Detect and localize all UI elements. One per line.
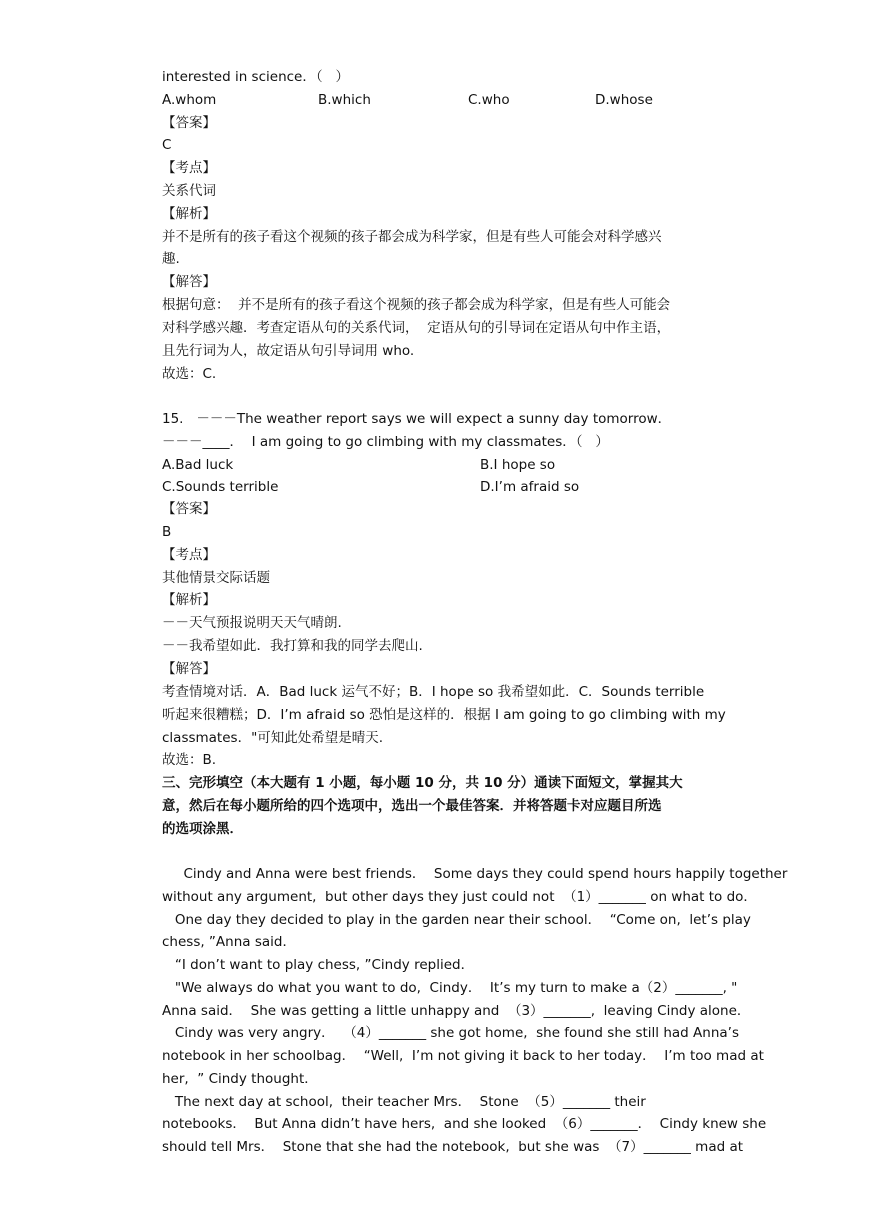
q15-jieda-header: 【解答】 <box>162 661 216 677</box>
q15-jiexi-header: 【解析】 <box>162 592 216 608</box>
passage-line: notebook in her schoolbag． “Well, I’m not giving it back to her today． I’m too mad at <box>162 1048 764 1064</box>
q14-kaodian-header: 【考点】 <box>162 160 216 176</box>
q14-jiexi-line2: 趣. <box>162 251 180 267</box>
q14-jiexi-header: 【解析】 <box>162 206 216 222</box>
q15-stem-line1: 15. －－－The weather report says we will expect a sunny day tomorrow． <box>162 411 672 427</box>
q15-answer: B <box>162 524 172 540</box>
q15-kaodian-header: 【考点】 <box>162 547 216 563</box>
q15-guxuan: 故选：B. <box>162 752 217 768</box>
q14-jiexi-line1: 并不是所有的孩子看这个视频的孩子都会成为科学家，但是有些人可能会对科学感兴 <box>162 229 662 245</box>
q15-jieda-line3: classmates．"可知此处希望是晴天. <box>162 730 384 746</box>
passage-line: notebooks． But Anna didn’t have hers, and she looked （6）_______． Cindy knew she <box>162 1116 767 1132</box>
q15-answer-header: 【答案】 <box>162 501 216 517</box>
q15-jiexi-line2: －－我希望如此．我打算和我的同学去爬山. <box>162 638 423 654</box>
q14-option-a: A.whom <box>162 92 217 108</box>
q14-option-c: C.who <box>468 92 510 108</box>
q14-answer-header: 【答案】 <box>162 115 216 131</box>
q14-jieda-line2: 对科学感兴趣．考查定语从句的关系代词， 定语从句的引导词在定语从句中作主语， <box>162 320 671 336</box>
passage-line: her, ” Cindy thought． <box>162 1071 318 1087</box>
q15-jiexi-line1: －－天气预报说明天天气晴朗. <box>162 615 342 631</box>
passage-line: without any argument, but other days they just could not （1）_______ on what to do． <box>162 889 757 905</box>
passage-line: The next day at school, their teacher Mrs． Stone （5）_______ their <box>162 1094 646 1110</box>
passage-line: should tell Mrs． Stone that she had the notebook, but she was （7）_______ mad at <box>162 1139 744 1155</box>
section3-heading-line2: 意，然后在每小题所给的四个选项中，选出一个最佳答案．并将答题卡对应题目所选 <box>162 798 662 814</box>
q15-stem-line2: －－－____． I am going to go climbing with my classmates．（ ） <box>162 434 609 450</box>
q14-option-d: D.whose <box>595 92 653 108</box>
q14-kaodian: 关系代词 <box>162 183 216 199</box>
q15-option-b: B.I hope so <box>480 457 556 473</box>
q14-jieda-line1: 根据句意： 并不是所有的孩子看这个视频的孩子都会成为科学家，但是有些人可能会 <box>162 297 671 313</box>
q14-jieda-line3: 且先行词为人，故定语从句引导词用 who. <box>162 343 415 359</box>
section3-heading-line1: 三、完形填空（本大题有 1 小题，每小题 10 分，共 10 分）通读下面短文，掌握其大 <box>162 775 683 791</box>
passage-line: “I don’t want to play chess, ”Cindy replied． <box>162 957 475 973</box>
passage-line: chess, ”Anna said． <box>162 934 296 950</box>
q15-kaodian: 其他情景交际话题 <box>162 570 270 586</box>
q14-option-b: B.which <box>318 92 371 108</box>
passage-line: One day they decided to play in the garden near their school． “Come on, let’s play <box>162 912 751 928</box>
q14-guxuan: 故选：C. <box>162 366 217 382</box>
passage-line: "We always do what you want to do, Cindy． It’s my turn to make a（2）_______, " <box>162 980 738 996</box>
passage-line: Anna said． She was getting a little unhappy and （3）_______, leaving Cindy alone． <box>162 1003 751 1019</box>
q15-option-a: A.Bad luck <box>162 457 234 473</box>
section3-heading-line3: 的选项涂黑． <box>162 821 243 837</box>
passage-line: Cindy and Anna were best friends． Some days they could spend hours happily together <box>162 866 788 882</box>
q15-option-d: D.I’m afraid so <box>480 479 580 495</box>
q14-jieda-header: 【解答】 <box>162 274 216 290</box>
q15-jieda-line1: 考查情境对话．A．Bad luck 运气不好；B．I hope so 我希望如此．C．Sounds terrible <box>162 684 705 700</box>
q14-stem-tail: interested in science．（ ） <box>162 69 349 85</box>
q15-option-c: C.Sounds terrible <box>162 479 279 495</box>
q15-jieda-line2: 听起来很糟糕；D．I’m afraid so 恐怕是这样的．根据 I am going to go climbing with my <box>162 707 726 723</box>
q14-answer: C <box>162 137 172 153</box>
passage-line: Cindy was very angry． （4）_______ she got home, she found she still had Anna’s <box>162 1025 739 1041</box>
